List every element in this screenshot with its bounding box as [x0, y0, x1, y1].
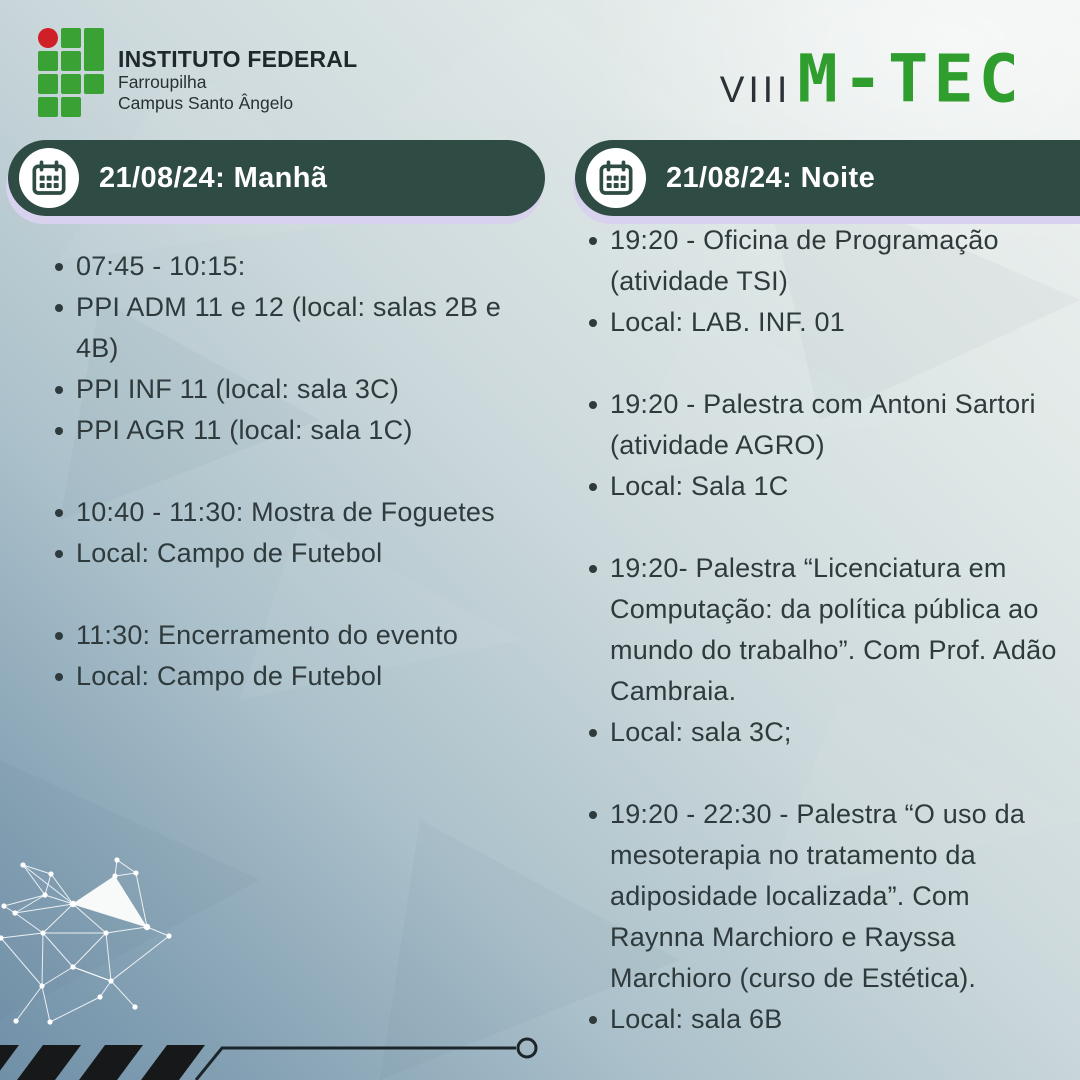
schedule-item: Local: Sala 1C: [586, 466, 1068, 507]
circuit-node-circle: [518, 1039, 536, 1057]
night-schedule: [586, 220, 1068, 1040]
institute-campus: Campus Santo Ângelo: [118, 93, 294, 113]
schedule-item: 19:20 - Oficina de Programação (atividade TSI): [586, 220, 1068, 302]
schedule-item: PPI INF 11 (local: sala 3C): [52, 369, 538, 410]
institute-network: Farroupilha: [118, 72, 207, 92]
institution-name: [118, 28, 357, 114]
night-group-2: [586, 384, 1068, 507]
morning-header-pill: [8, 140, 545, 216]
night-group-3: [586, 548, 1068, 753]
schedule-item: 07:45 - 10:15:: [52, 246, 538, 287]
institute-title: INSTITUTO FEDERAL: [118, 46, 358, 72]
schedule-item: Local: sala 3C;: [586, 712, 1068, 753]
schedule-item: 11:30: Encerramento do evento: [52, 615, 538, 656]
schedule-item: Local: sala 6B: [586, 999, 1068, 1040]
event-logo: [720, 40, 1024, 118]
morning-group-1: [52, 246, 538, 451]
schedule-item: 10:40 - 11:30: Mostra de Foguetes: [52, 492, 538, 533]
morning-group-2: [52, 492, 538, 574]
night-group-1: [586, 220, 1068, 343]
schedule-item: PPI AGR 11 (local: sala 1C): [52, 410, 538, 451]
schedule-item: Local: LAB. INF. 01: [586, 302, 1068, 343]
schedule-item: 19:20- Palestra “Licenciatura em Computação: da política pública ao mundo do trabalho”. Com Prof. Adão Cambraia.: [586, 548, 1068, 712]
schedule-item: 19:20 - 22:30 - Palestra “O uso da mesoterapia no tratamento da adiposidade localizada”. Com Raynna Marchioro e Rayssa Marchioro (curso de Estética).: [586, 794, 1068, 999]
schedule-item: PPI ADM 11 e 12 (local: salas 2B e 4B): [52, 287, 538, 369]
night-header-pill: [575, 140, 1080, 216]
schedule-item: Local: Campo de Futebol: [52, 656, 538, 697]
morning-schedule: [52, 246, 538, 697]
calendar-icon: [19, 148, 79, 208]
event-name: M-TEC: [797, 40, 1024, 118]
morning-title: 21/08/24: Manhã: [99, 161, 328, 194]
night-group-4: [586, 794, 1068, 1040]
calendar-icon: [586, 148, 646, 208]
network-constellation-graphic: [0, 848, 210, 1058]
event-edition: VIII: [719, 69, 792, 110]
schedule-item: 19:20 - Palestra com Antoni Sartori (atividade AGRO): [586, 384, 1068, 466]
morning-group-3: [52, 615, 538, 697]
night-title: 21/08/24: Noite: [666, 161, 876, 194]
institution-logo: [38, 28, 357, 118]
schedule-item: Local: Campo de Futebol: [52, 533, 538, 574]
bottom-stripes-decoration: [0, 1034, 600, 1080]
if-squares-icon: [38, 28, 106, 118]
